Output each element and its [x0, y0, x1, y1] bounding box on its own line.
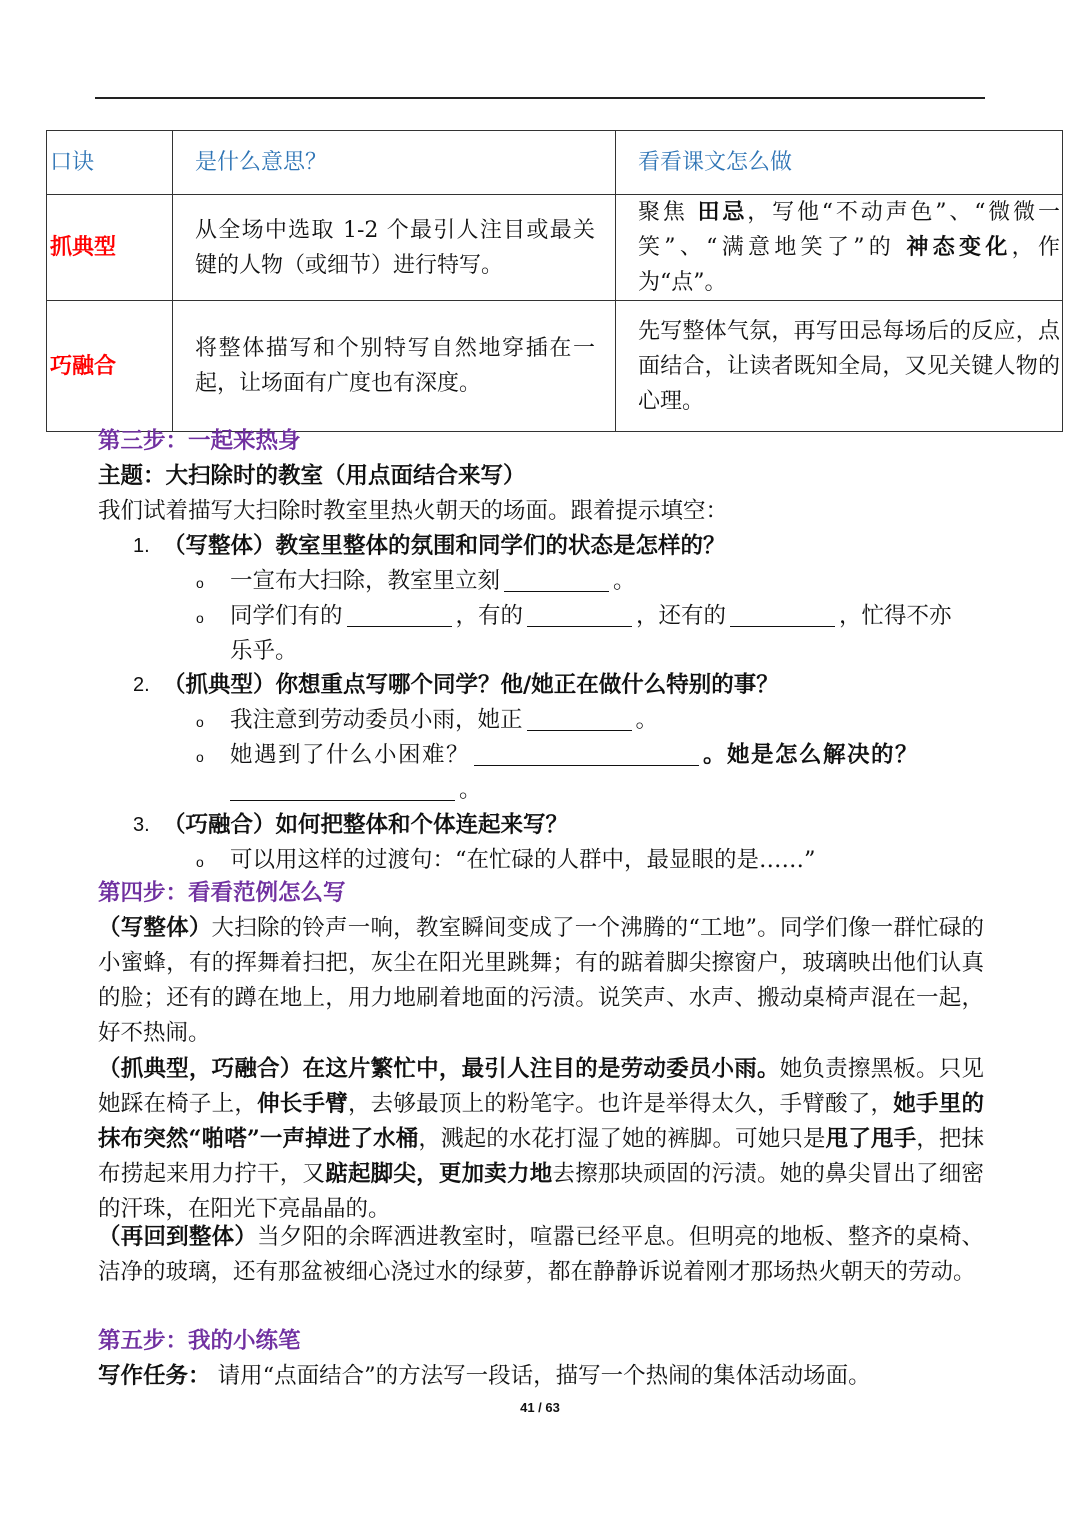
row1-lesson: 聚焦 田忌，写他“不动声色”、“微微一笑”、“满意地笑了”的 神态变化，作为“点”。 [616, 195, 1063, 301]
q2b-line-cont: 。 [230, 773, 482, 807]
page-number: 41 / 63 [520, 1400, 560, 1415]
step3-intro: 我们试着描写大扫除时教室里热火朝天的场面。跟着提示填空： [98, 498, 729, 524]
fill-blank[interactable] [347, 600, 452, 627]
header-mnemonic: 口诀 [47, 131, 173, 195]
step4-title: 第四步：看看范例怎么写 [98, 880, 346, 906]
fill-blank[interactable] [230, 774, 455, 801]
fill-blank[interactable] [527, 704, 632, 731]
table-row [47, 301, 1063, 432]
fill-blank[interactable] [527, 600, 632, 627]
q1b-line-cont: 乐乎。 [230, 638, 298, 664]
example-paragraph-2: （抓典型，巧融合）在这片繁忙中，最引人注目的是劳动委员小雨。她负责擦黑板。只见她踩在椅子上，伸长手臂，去够最顶上的粉笔字。也许是举得太久，手臂酸了，她手里的抹布突然“啪嗒”一声掉进了水桶，溅起的水花打湿了她的裤脚。可她只是甩了甩手，把抹布捞起来用力拧干，又踮起脚尖，更加卖力地去擦那块顽固的污渍。她的鼻尖冒出了细密的汗珠，在阳光下亮晶晶的。 [98, 1056, 984, 1222]
q3-question: （巧融合）如何把整体和个体连起来写？ [163, 812, 569, 838]
row1-meaning: 从全场中选取 1-2 个最引人注目或最关键的人物（或细节）进行特写。 [173, 195, 616, 301]
fill-blank[interactable] [474, 739, 699, 766]
row2-meaning: 将整体描写和个别特写自然地穿插在一起，让场面有广度也有深度。 [173, 301, 616, 432]
fill-blank[interactable] [504, 565, 609, 592]
q2-question: （抓典型）你想重点写哪个同学？他/她正在做什么特别的事？ [163, 672, 779, 698]
row2-key: 巧融合 [47, 301, 173, 432]
bullet-marker: o [196, 749, 204, 765]
example-paragraph-1: （写整体）大扫除的铃声一响，教室瞬间变成了一个沸腾的“工地”。同学们像一群忙碌的小蜜蜂，有的挥舞着扫把，灰尘在阳光里跳舞；有的踮着脚尖擦窗户，玻璃映出他们认真的脸；还有的蹲在地上，用力地刷着地面的污渍。说笑声、水声、搬动桌椅声混在一起，好不热闹。 [98, 915, 984, 1046]
bullet-marker: o [196, 610, 204, 626]
bullet-marker: o [196, 714, 204, 730]
mnemonic-table [46, 130, 1063, 432]
row1-key: 抓典型 [47, 195, 173, 301]
row2-lesson: 先写整体气氛，再写田忌每场后的反应，点面结合，让读者既知全局，又见关键人物的心理。 [616, 301, 1063, 432]
q1a-line: 一宣布大扫除，教室里立刻 。 [230, 564, 636, 598]
q1b-line: 同学们有的 ，有的 ，还有的 ，忙得不亦 [230, 599, 952, 633]
q1-question: （写整体）教室里整体的氛围和同学们的状态是怎样的？ [163, 533, 726, 559]
step3-title: 第三步：一起来热身 [98, 428, 301, 454]
bullet-marker: o [196, 854, 204, 870]
step5-title: 第五步：我的小练笔 [98, 1328, 301, 1354]
bullet-marker: o [196, 575, 204, 591]
header-meaning: 是什么意思？ [173, 131, 616, 195]
q3a-line: 可以用这样的过渡句：“在忙碌的人群中，最显眼的是……” [230, 847, 816, 873]
writing-task: 写作任务： 请用“点面结合”的方法写一段话，描写一个热闹的集体活动场面。 [98, 1363, 871, 1389]
q2b-line: 她遇到了什么小困难？ 。她是怎么解决的？ [230, 738, 919, 772]
table-row [47, 195, 1063, 301]
header-rule [95, 97, 985, 99]
table-header-row [47, 131, 1063, 195]
header-lesson: 看看课文怎么做 [616, 131, 1063, 195]
q1-number: 1. [133, 535, 150, 557]
q3-number: 3. [133, 814, 150, 836]
step3-theme: 主题：大扫除时的教室（用点面结合来写） [98, 463, 526, 489]
q2a-line: 我注意到劳动委员小雨，她正 。 [230, 703, 658, 737]
q2-number: 2. [133, 674, 150, 696]
example-paragraph-3: （再回到整体）当夕阳的余晖洒进教室时，喧嚣已经平息。但明亮的地板、整齐的桌椅、洁净的玻璃，还有那盆被细心浇过水的绿萝，都在静静诉说着刚才那场热火朝天的劳动。 [98, 1224, 984, 1285]
fill-blank[interactable] [730, 600, 835, 627]
